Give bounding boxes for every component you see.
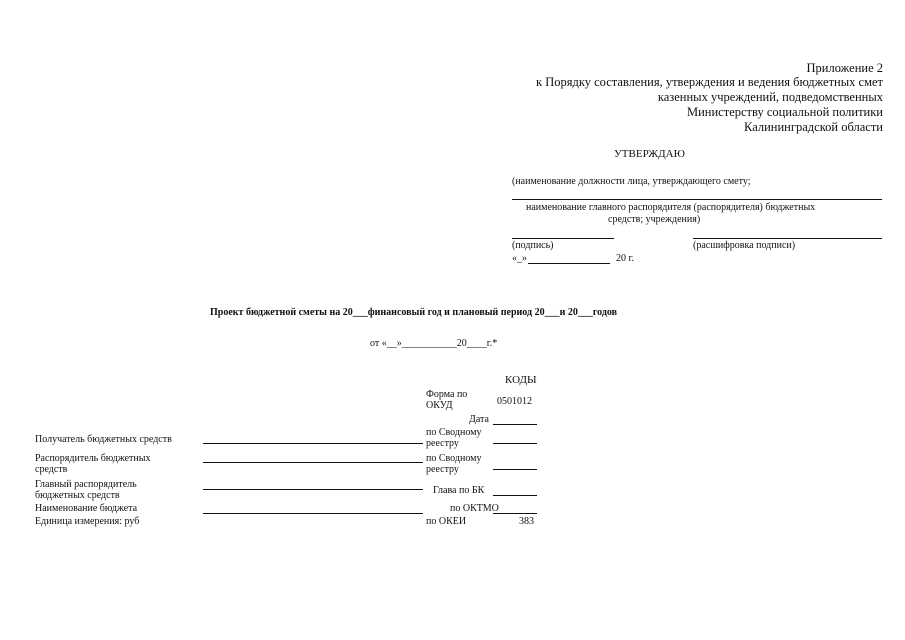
manager-underline	[203, 462, 423, 463]
glava-bk-underline	[493, 495, 537, 496]
oktmo-label: по ОКТМО	[450, 503, 499, 514]
approval-date-year: 20 г.	[616, 253, 634, 264]
recipient-label: Получатель бюджетных средств	[35, 434, 172, 445]
approval-date-day: «_»	[512, 253, 527, 264]
codes-header: КОДЫ	[505, 374, 537, 386]
svod-registry-1-line-1: по Сводному	[426, 427, 482, 438]
okei-label: по ОКЕИ	[426, 516, 467, 527]
budget-name-underline	[203, 513, 423, 514]
appendix-line-5: Калининградской области	[744, 120, 883, 134]
approve-heading: УТВЕРЖДАЮ	[614, 148, 685, 160]
form-okud-label-2: ОКУД	[426, 400, 453, 411]
position-underline	[512, 199, 882, 200]
signature-decoding-underline	[693, 238, 882, 239]
okud-code-value: 0501012	[497, 396, 532, 407]
svod-registry-2-line-2: реестру	[426, 464, 459, 475]
main-manager-underline	[203, 489, 423, 490]
appendix-line-4: Министерству социальной политики	[687, 105, 883, 119]
appendix-line-1: Приложение 2	[806, 61, 883, 75]
signature-hint: (подпись)	[512, 240, 554, 251]
signature-underline	[512, 238, 614, 239]
main-manager-label-1: Главный распорядитель	[35, 479, 137, 490]
date-code-underline	[493, 424, 537, 425]
oktmo-underline	[493, 513, 537, 514]
manager-label-1: Распорядитель бюджетных	[35, 453, 151, 464]
document-title: Проект бюджетной сметы на 20___финансовый год и плановый период 20___и 20___годов	[210, 307, 618, 318]
position-hint: (наименование должности лица, утверждающего смету;	[512, 176, 751, 187]
date-code-label: Дата	[469, 414, 489, 425]
manager-label-2: средств	[35, 464, 68, 475]
svod-registry-1-underline	[493, 443, 537, 444]
manager-hint-line-1: наименование главного распорядителя (распорядителя) бюджетных	[526, 202, 816, 213]
form-okud-label-1: Форма по	[426, 389, 468, 400]
svod-registry-1-line-2: реестру	[426, 438, 459, 449]
document-date-line: от «__»___________20____г.*	[370, 338, 498, 349]
budget-name-label: Наименование бюджета	[35, 503, 138, 514]
manager-hint-line-2: средств; учреждения)	[608, 214, 701, 225]
main-manager-label-2: бюджетных средств	[35, 490, 120, 501]
signature-decoding-hint: (расшифровка подписи)	[693, 240, 796, 251]
appendix-line-2: к Порядку составления, утверждения и ведения бюджетных смет	[536, 75, 883, 89]
svod-registry-2-line-1: по Сводному	[426, 453, 482, 464]
approval-date-month-underline	[528, 263, 610, 264]
okei-code-value: 383	[519, 516, 534, 527]
appendix-line-3: казенных учреждений, подведомственных	[657, 90, 883, 104]
recipient-underline	[203, 443, 423, 444]
svod-registry-2-underline	[493, 469, 537, 470]
glava-bk-label: Глава по БК	[433, 485, 485, 496]
unit-label: Единица измерения: руб	[35, 516, 140, 527]
